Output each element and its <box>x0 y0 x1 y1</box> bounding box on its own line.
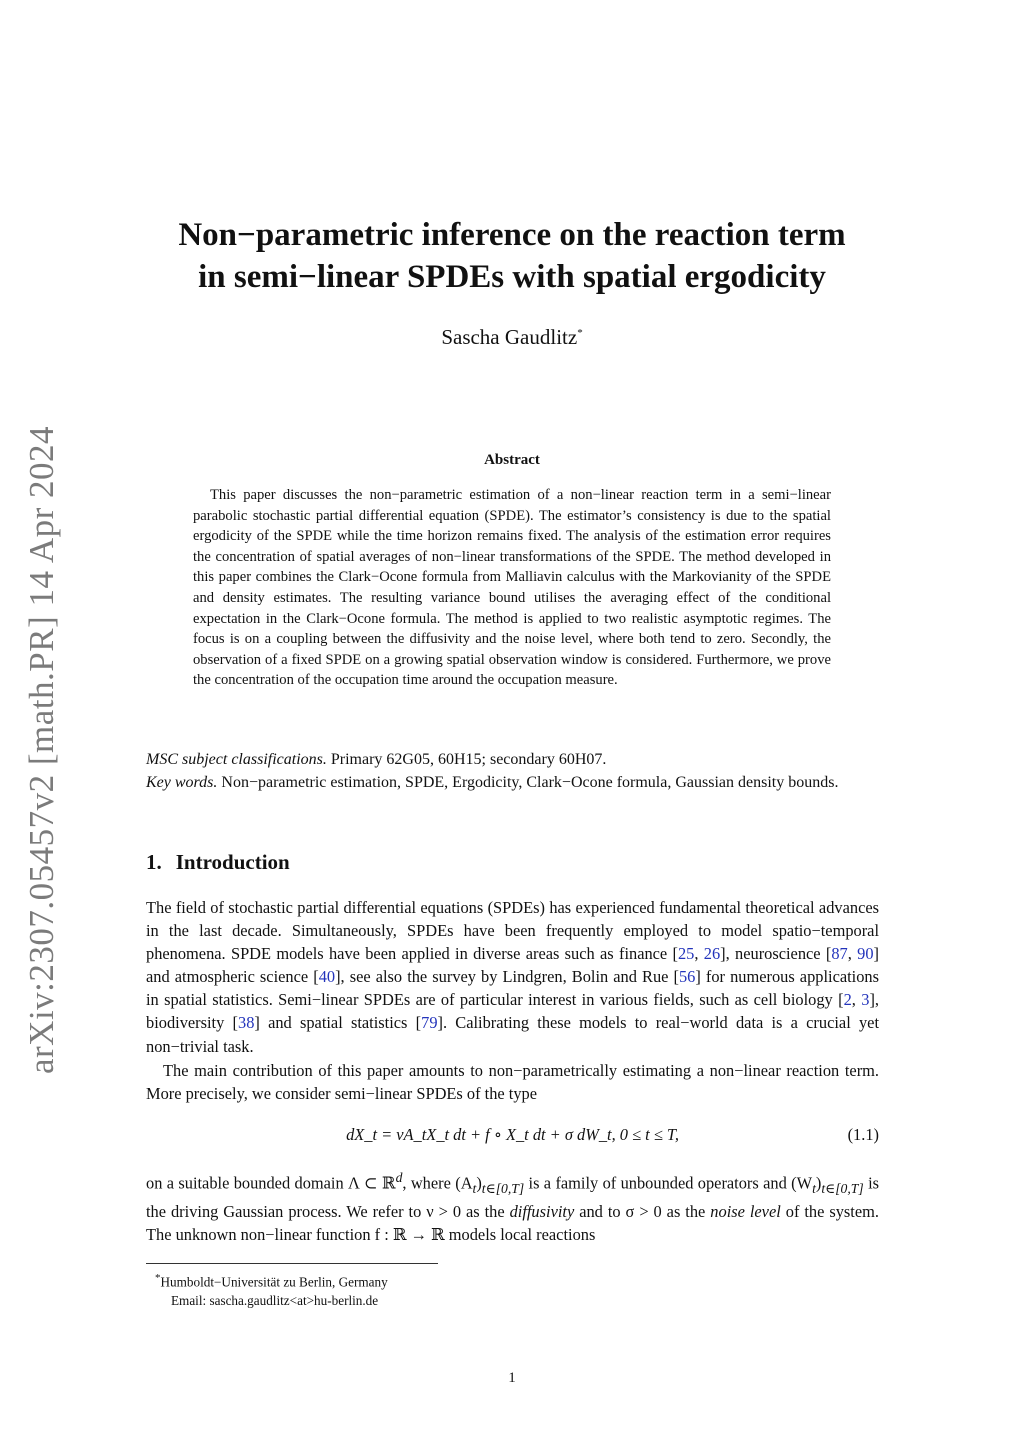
equation-body: dX_t = νA_tX_t dt + f ∘ X_t dt + σ dW_t, 0 ≤ t ≤ T, <box>346 1125 679 1144</box>
text-run: ], neuroscience [ <box>720 944 832 964</box>
citation-link[interactable]: 56 <box>678 967 696 987</box>
text-run: is a family of unbounded operators and (W <box>524 1173 813 1193</box>
text-run: , <box>851 990 862 1010</box>
citation-link[interactable]: 25 <box>677 944 695 964</box>
keywords-text: Non−parametric estimation, SPDE, Ergodicity, Clark−Ocone formula, Gaussian density bounds. <box>217 774 839 791</box>
equation-1-1 <box>146 1125 879 1149</box>
abstract-text: This paper discusses the non−parametric estimation of a non−linear reaction term in a semi−linear parabolic stochastic partial differential equation (SPDE). The estimator’s consistency is due to the spatial ergodicity of the SPDE while the time horizon remains fixed. The analysis of the estimation error requires the concentration of spatial averages of non−linear transformations of the SPDE. The method developed in this paper combines the Clark−Ocone formula from Malliavin calculus with the Markovianity of the SPDE and density estimates. The resulting variance bound utilises the averaging effect of the conditional expectation in the Clark−Ocone formula. The method is applied to two realistic asymptotic regimes. The focus is on a coupling between the diffusivity and the noise level, where both tend to zero. Secondly, the observation of a fixed SPDE on a growing spatial observation window is considered. Furthermore, we prove the concentration of the occupation time around the occupation measure. <box>193 487 831 689</box>
author-line <box>0 325 1024 350</box>
footnote-affiliation: Humboldt−Universität zu Berlin, Germany <box>160 1274 388 1290</box>
footnote-email: Email: sascha.gaudlitz<at>hu-berlin.de <box>171 1293 379 1309</box>
text-run: ) <box>815 1173 822 1193</box>
citation-link[interactable]: 79 <box>421 1013 438 1033</box>
arxiv-identifier-stamp: arXiv:2307.05457v2 [math.PR] 14 Apr 2024 <box>22 425 61 1075</box>
text-run: ] and spatial statistics [ <box>254 1013 422 1033</box>
page-number: 1 <box>508 1370 516 1386</box>
emphasis-noise-level: noise level <box>710 1201 781 1221</box>
text-run: on a suitable bounded domain Λ ⊂ ℝ <box>146 1173 396 1193</box>
msc-text: Primary 62G05, 60H15; secondary 60H07. <box>326 751 607 768</box>
section-number: 1. <box>146 850 162 874</box>
citation-link[interactable]: 40 <box>318 967 336 987</box>
citation-link[interactable]: 87 <box>831 944 848 964</box>
author-footnote-marker: * <box>577 327 583 339</box>
citation-link[interactable]: 26 <box>703 944 721 964</box>
equation-number: (1.1) <box>847 1125 879 1144</box>
text-run: ] for numerous applications in spatial statistics. Semi−linear SPDEs are of particular interest in various fields, such as cell biology [ <box>146 967 879 1010</box>
abstract-heading: Abstract <box>484 452 540 468</box>
text-run: , <box>694 944 704 964</box>
citation-link[interactable]: 90 <box>857 944 874 964</box>
text-run: and to σ > 0 as the <box>574 1201 711 1221</box>
msc-classifications <box>146 748 881 771</box>
citation-link[interactable]: 2 <box>843 990 852 1010</box>
section-heading-introduction <box>146 850 290 875</box>
title-line-2: in semi−linear SPDEs with spatial ergodicity <box>198 259 826 295</box>
superscript: d <box>395 1170 403 1185</box>
text-run: is the driving Gaussian process. We refer to ν > 0 as the <box>146 1173 880 1221</box>
subscript: t <box>472 1180 477 1196</box>
keywords-label: Key words. <box>146 774 218 791</box>
intro-paragraph-2 <box>146 1059 879 1105</box>
footnote-divider <box>146 1263 438 1264</box>
text-run: ], see also the survey by Lindgren, Bolin and Rue [ <box>335 967 679 987</box>
text-run: ) <box>476 1173 482 1193</box>
paper-title <box>0 214 1024 298</box>
intro-paragraph-3 <box>146 1166 879 1246</box>
metadata-block <box>146 748 881 794</box>
text-run: ]. Calibrating these models to real−world data is a crucial yet non−trivial task. <box>146 1013 879 1056</box>
text-run: , where (A <box>402 1173 473 1193</box>
text-run: ], biodiversity [ <box>146 990 879 1033</box>
text-run: of the system. The unknown non−linear function f : ℝ → ℝ models local reactions <box>146 1201 879 1244</box>
author-name: Sascha Gaudlitz <box>441 325 578 349</box>
title-line-1: Non−parametric inference on the reaction term <box>178 217 846 253</box>
intro-paragraph-1 <box>146 896 879 1058</box>
subscript: t∈[0,T] <box>821 1180 864 1196</box>
footnote <box>155 1269 388 1310</box>
citation-link[interactable]: 38 <box>238 1013 255 1033</box>
subscript: t∈[0,T] <box>481 1180 525 1196</box>
msc-label: MSC subject classifications. <box>146 751 327 768</box>
emphasis-diffusivity: diffusivity <box>509 1201 575 1221</box>
section-title: Introduction <box>175 850 290 874</box>
citation-link[interactable]: 3 <box>861 990 870 1010</box>
subscript: t <box>812 1180 816 1196</box>
footnote-marker: * <box>155 1272 161 1284</box>
text-run: The field of stochastic partial differential equations (SPDEs) has experienced fundamental theoretical advances in the last decade. Simultaneously, SPDEs have been frequently employed to model spatio−temporal phenomena. SPDE models have been applied in diverse areas such as finance [ <box>146 898 879 964</box>
keywords <box>146 771 881 794</box>
text-run: , <box>847 944 858 964</box>
paragraph-text: The main contribution of this paper amounts to non−parametrically estimating a non−linear reaction term. More precisely, we consider semi−linear SPDEs of the type <box>146 1061 879 1104</box>
text-run: ] and atmospheric science [ <box>146 944 879 987</box>
